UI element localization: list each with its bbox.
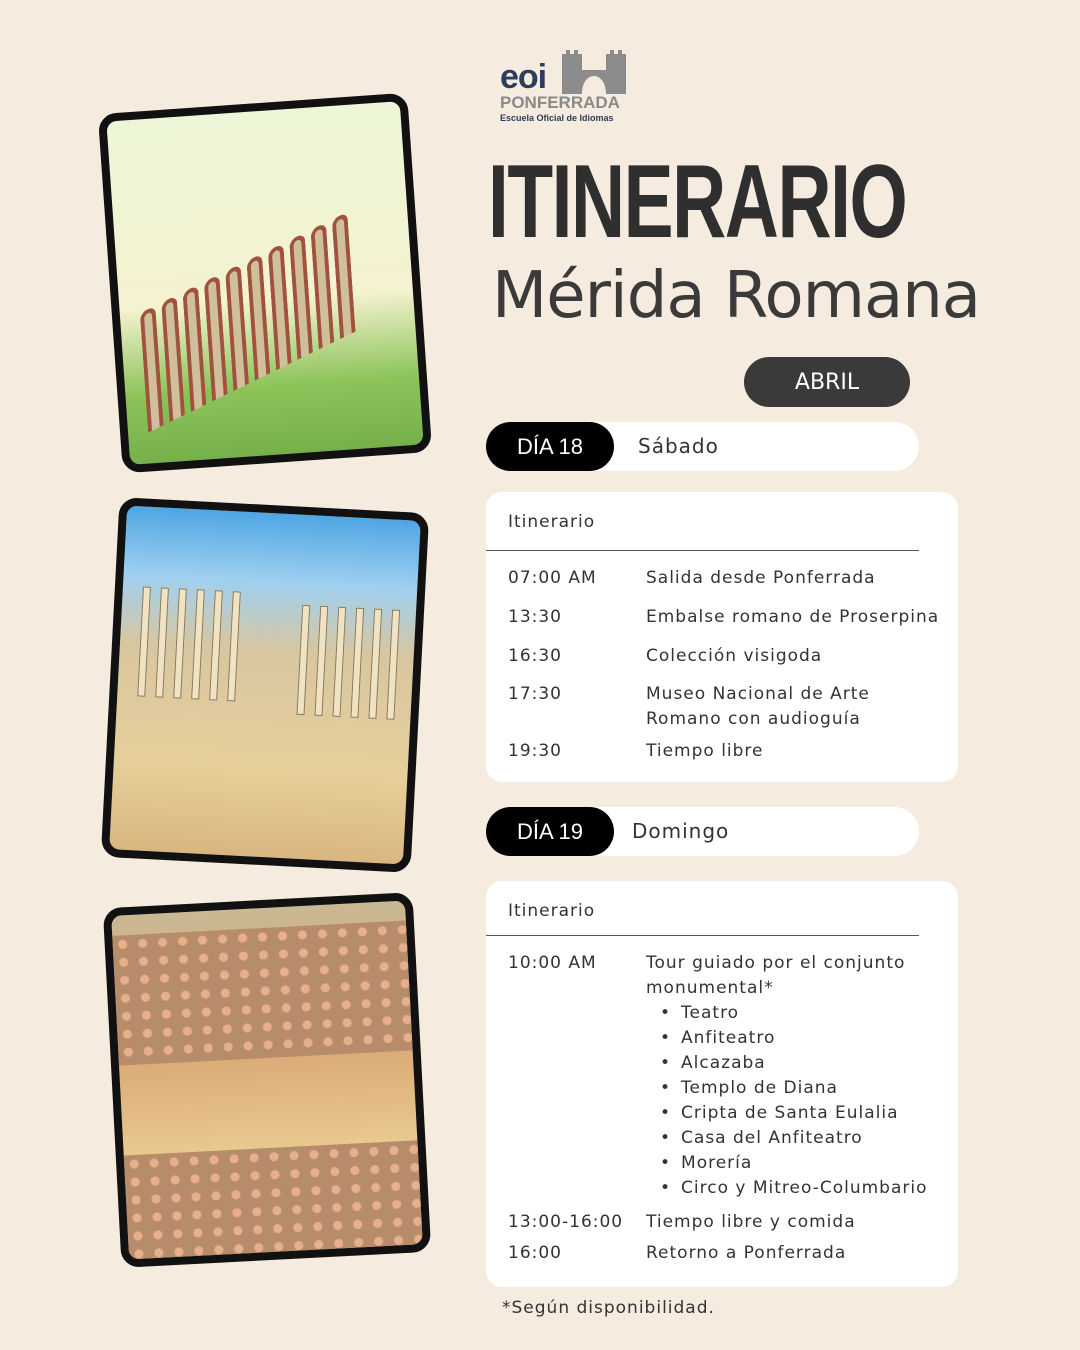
divider	[486, 550, 919, 551]
activity: Tiempo libre y comida	[646, 1212, 856, 1232]
list-item: • Casa del Anfiteatro	[660, 1126, 928, 1151]
time: 10:00 AM	[508, 953, 597, 973]
time: 07:00 AM	[508, 568, 597, 588]
time: 17:30	[508, 684, 562, 704]
page-title: ITINERARIO	[488, 144, 907, 260]
time: 16:30	[508, 646, 562, 666]
aqueduct-illustration	[98, 93, 432, 474]
time: 13:00-16:00	[508, 1212, 624, 1232]
day-name: Sábado	[638, 434, 719, 458]
list-item: • Cripta de Santa Eulalia	[660, 1101, 928, 1126]
activity: Tiempo libre	[646, 741, 764, 761]
time: 13:30	[508, 607, 562, 627]
amphitheatre-illustration	[103, 892, 431, 1268]
itinerary-card-19	[486, 881, 958, 1287]
divider	[486, 935, 919, 936]
logo-eoi: eoi	[500, 58, 547, 96]
activity: Retorno a Ponferrada	[646, 1243, 847, 1263]
page-subtitle: Mérida Romana	[492, 259, 980, 333]
list-item: • Circo y Mitreo-Columbario	[660, 1176, 928, 1201]
activity-line: Museo Nacional de Arte	[646, 684, 870, 704]
card-header: Itinerario	[508, 512, 596, 532]
castle-icon	[560, 48, 628, 94]
list-item: • Teatro	[660, 1001, 928, 1026]
month-badge: ABRIL	[744, 357, 910, 407]
time: 19:30	[508, 741, 562, 761]
footnote: *Según disponibilidad.	[502, 1298, 715, 1318]
activity-line: Tour guiado por el conjunto	[646, 953, 906, 973]
logo-name: PONFERRADA	[500, 93, 620, 112]
eoi-ponferrada-logo	[498, 48, 638, 128]
activity-line: monumental*	[646, 978, 774, 998]
activity: Colección visigoda	[646, 646, 823, 666]
roman-theatre-illustration	[101, 497, 429, 873]
day-header-19	[486, 807, 919, 856]
list-item: • Morería	[660, 1151, 928, 1176]
list-item: • Alcazaba	[660, 1051, 928, 1076]
list-item: • Templo de Diana	[660, 1076, 928, 1101]
activity-line: Romano con audioguía	[646, 709, 861, 729]
card-header: Itinerario	[508, 901, 596, 921]
itinerary-card-18	[486, 492, 958, 782]
activity: Salida desde Ponferrada	[646, 568, 876, 588]
day-header-18	[486, 422, 919, 471]
logo-subtitle: Escuela Oficial de Idiomas	[500, 113, 614, 123]
time: 16:00	[508, 1243, 562, 1263]
activity	[646, 682, 870, 732]
day-tag: DÍA 19	[486, 807, 614, 856]
activity: Embalse romano de Proserpina	[646, 607, 940, 627]
activity	[646, 951, 928, 1201]
list-item: • Anfiteatro	[660, 1026, 928, 1051]
monument-list	[660, 1001, 928, 1201]
day-name: Domingo	[632, 819, 730, 843]
day-tag: DÍA 18	[486, 422, 614, 471]
